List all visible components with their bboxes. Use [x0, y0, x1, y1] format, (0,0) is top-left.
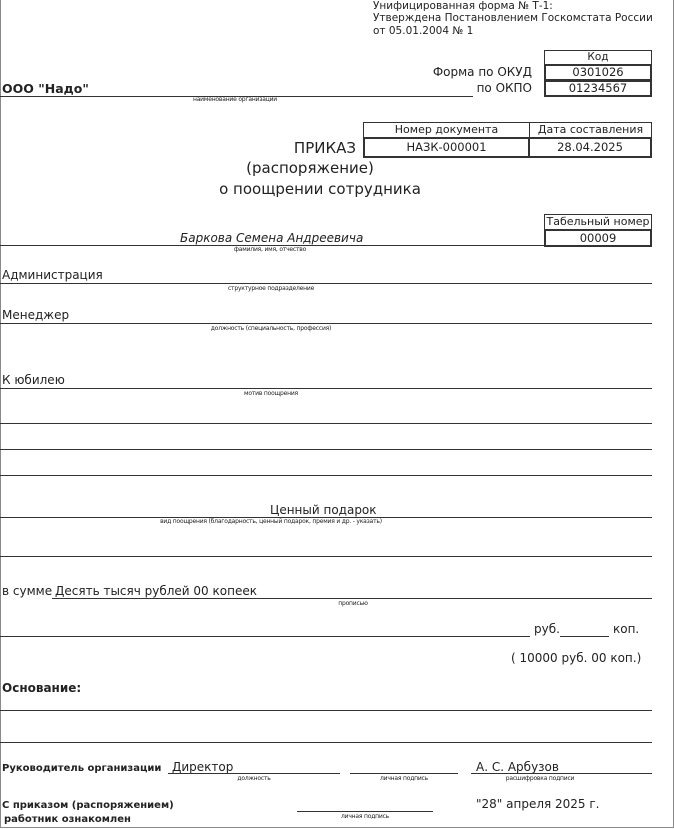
tab-number-value: 00009	[544, 229, 652, 247]
organization-caption: наименование организации	[192, 96, 278, 103]
head-position-caption: должность	[237, 775, 271, 782]
okpo-label: по ОКПО	[476, 81, 532, 95]
form-header-line3: от 05.01.2004 № 1	[373, 25, 474, 37]
basis-label: Основание:	[2, 681, 82, 695]
motive-line	[0, 388, 652, 389]
form-header-line1: Унифицированная форма № Т-1:	[373, 0, 553, 12]
motive-extra-line-2	[0, 449, 652, 450]
department-line	[0, 283, 652, 284]
ack-label-line1: С приказом (распоряжением)	[2, 800, 174, 811]
kop-label: коп.	[613, 622, 640, 636]
sum-words: Десять тысяч рублей 00 копеек	[55, 584, 257, 598]
motive-extra-line-3	[0, 475, 652, 476]
sum-words-line	[52, 598, 652, 599]
sum-numeric: ( 10000 руб. 00 коп.)	[511, 651, 642, 665]
ack-signature-line	[297, 811, 433, 812]
head-signature-caption: личная подпись	[380, 775, 428, 782]
motive-extra-line-1	[0, 423, 652, 424]
doc-number-header: Номер документа	[363, 122, 530, 138]
ack-label-line2: работник ознакомлен	[4, 814, 131, 825]
head-name-line	[471, 773, 652, 774]
organization-name: ООО "Надо"	[2, 81, 89, 96]
head-position: Директор	[172, 760, 234, 774]
form-header-line2: Утверждена Постановлением Госкомстата России	[373, 12, 653, 24]
doc-date-header: Дата составления	[529, 122, 652, 138]
department-caption: структурное подразделение	[227, 285, 315, 292]
position-line	[0, 323, 652, 324]
basis-line-1	[0, 710, 652, 711]
sum-label: в сумме	[2, 584, 53, 598]
head-label: Руководитель организации	[2, 763, 162, 774]
okud-label: Форма по ОКУД	[432, 65, 532, 79]
tab-number-header: Табельный номер	[544, 214, 652, 230]
position-value: Менеджер	[2, 308, 70, 322]
ack-date: "28" апреля 2025 г.	[476, 797, 600, 811]
rub-label: руб.	[534, 622, 560, 636]
position-caption: должность (специальность, профессия)	[210, 325, 332, 332]
motive-caption: мотив поощрения	[244, 390, 298, 397]
doc-title: ПРИКАЗ	[293, 139, 356, 157]
employee-name: Баркова Семена Андреевича	[180, 231, 364, 245]
doc-topic: о поощрении сотрудника	[219, 180, 421, 198]
sum-kop-line	[560, 636, 609, 637]
employee-name-caption: фамилия, имя, отчество	[233, 246, 307, 253]
reward-type-value: Ценный подарок	[270, 503, 377, 517]
reward-type-caption: вид поощрения (благодарность, ценный подарок, премия и др. - указать)	[160, 518, 382, 525]
okpo-value: 01234567	[544, 80, 652, 97]
sum-caption: прописью	[338, 600, 368, 607]
sum-rub-line	[0, 636, 530, 637]
doc-number-value: НАЗК-000001	[363, 137, 530, 158]
reward-extra-line	[0, 556, 652, 557]
head-signature-line	[350, 773, 458, 774]
okud-value: 0301026	[544, 64, 652, 81]
department-value: Администрация	[2, 268, 103, 282]
ack-signature-caption: личная подпись	[341, 813, 389, 820]
code-header: Код	[544, 50, 652, 65]
motive-value: К юбилею	[2, 373, 65, 387]
basis-line-2	[0, 742, 652, 743]
head-name: А. С. Арбузов	[476, 760, 559, 774]
head-name-caption: расшифровка подписи	[505, 775, 575, 782]
doc-date-value: 28.04.2025	[528, 137, 652, 158]
doc-subtitle: (распоряжение)	[246, 159, 374, 177]
head-position-line	[168, 773, 340, 774]
